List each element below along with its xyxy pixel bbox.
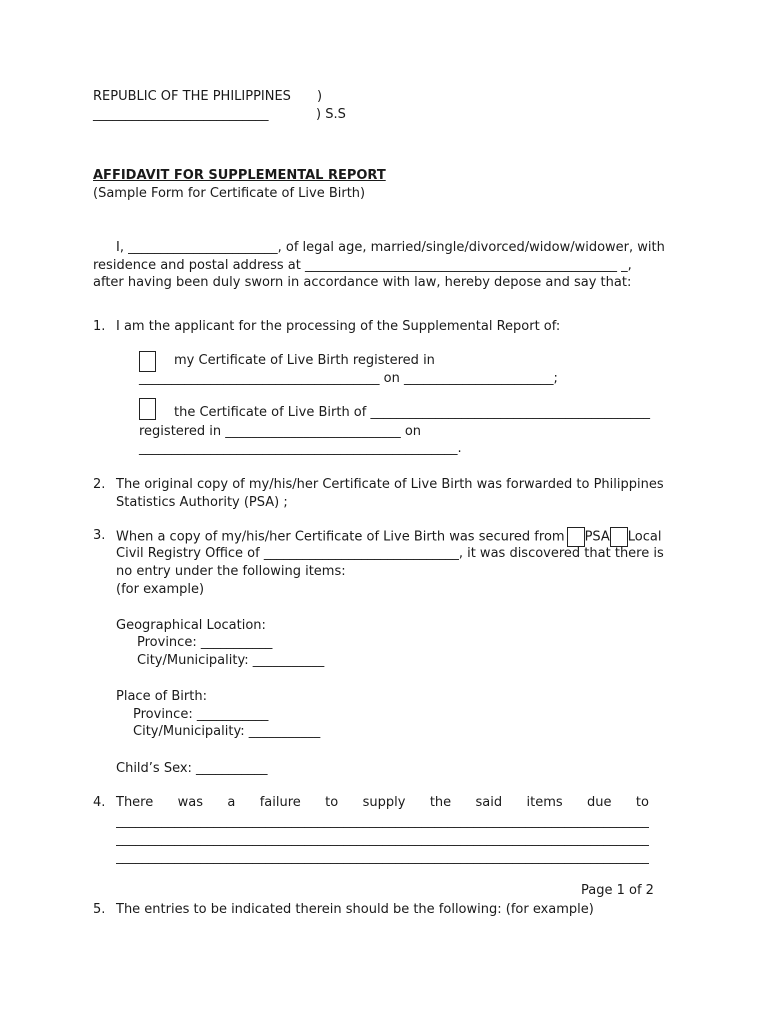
geo-city-field: City/Municipality: ___________ <box>137 653 325 668</box>
option-other-birth-label: the Certificate of Live Birth of ___________________________________________ <box>174 405 650 420</box>
item-2-line-2: Statistics Authority (PSA) ; <box>116 495 288 510</box>
header-paren: ) <box>317 89 323 104</box>
republic-header: REPUBLIC OF THE PHILIPPINES <box>93 89 291 104</box>
option-own-birth-label: my Certificate of Live Birth registered in <box>174 353 435 368</box>
item-4-word: to <box>635 795 649 810</box>
item-2-line-1: The original copy of my/his/her Certificate of Live Birth was forwarded to Philippines <box>116 477 664 492</box>
psa-label: PSA <box>584 529 610 545</box>
item-3-line-1-text: When a copy of my/his/her Certificate of Live Birth was secured from <box>116 529 565 545</box>
option-other-birth-registered: registered in ___________________________ on <box>139 424 422 439</box>
geo-province-field: Province: ___________ <box>137 635 273 650</box>
place-of-birth-label: Place of Birth: <box>116 689 207 704</box>
document-subtitle: (Sample Form for Certificate of Live Birth) <box>93 186 366 201</box>
item-4-word: items <box>526 795 563 810</box>
item-4-word: a <box>227 795 236 810</box>
pob-city-field: City/Municipality: ___________ <box>133 724 321 739</box>
geographical-location-label: Geographical Location: <box>116 618 266 633</box>
item-3-line-1 <box>116 527 662 547</box>
intro-line-1: I, _______________________, of legal age, married/single/divorced/widow/widower, with <box>116 240 665 255</box>
option-own-birth-registration-line: _____________________________________ on _______________________; <box>139 371 558 386</box>
item-4-word: supply <box>362 795 406 810</box>
item-4-word: the <box>429 795 452 810</box>
item-3-line-3: no entry under the following items: <box>116 564 346 579</box>
item-4-word: failure <box>259 795 301 810</box>
option-own-birth-checkbox[interactable] <box>139 351 156 372</box>
header-ss: ) S.S <box>316 107 346 122</box>
header-blank-line: ___________________________ <box>93 107 269 122</box>
item-4-word: to <box>325 795 339 810</box>
document-title: AFFIDAVIT FOR SUPPLEMENTAL REPORT <box>93 168 386 183</box>
page-number: Page 1 of 2 <box>581 883 654 898</box>
option-other-birth-checkbox[interactable] <box>139 398 156 420</box>
item-5-number: 5. <box>93 902 106 917</box>
item-4-blank-2: __________________________________________________________________________________ <box>116 832 649 847</box>
item-4-word: was <box>177 795 203 810</box>
psa-checkbox[interactable] <box>567 527 585 547</box>
item-1-text: I am the applicant for the processing of the Supplemental Report of: <box>116 319 561 334</box>
item-3-line-2: Civil Registry Office of ______________________________, it was discovered that there is <box>116 546 664 561</box>
pob-province-field: Province: ___________ <box>133 707 269 722</box>
item-1-number: 1. <box>93 319 106 334</box>
option-other-birth-blank: _________________________________________________. <box>139 441 462 456</box>
intro-line-2: residence and postal address at ________________________________________________ _, <box>93 258 632 273</box>
item-4-blank-3: __________________________________________________________________________________ <box>116 850 649 865</box>
local-registry-checkbox[interactable] <box>610 527 628 547</box>
local-label: Local <box>627 529 662 545</box>
item-4-line-1 <box>116 794 649 812</box>
item-4-word: due <box>587 795 612 810</box>
item-2-number: 2. <box>93 477 106 492</box>
item-3-example-note: (for example) <box>116 582 205 597</box>
item-4-blank-1: __________________________________________________________________________________ <box>116 814 649 829</box>
item-5-text: The entries to be indicated therein should be the following: (for example) <box>116 902 594 917</box>
intro-line-3: after having been duly sworn in accordance with law, hereby depose and say that: <box>93 275 632 290</box>
child-sex-field: Child’s Sex: ___________ <box>116 761 268 776</box>
item-4-word: said <box>475 795 503 810</box>
item-4-number: 4. <box>93 795 106 810</box>
item-4-word: There <box>116 795 154 810</box>
item-3-number: 3. <box>93 528 106 543</box>
